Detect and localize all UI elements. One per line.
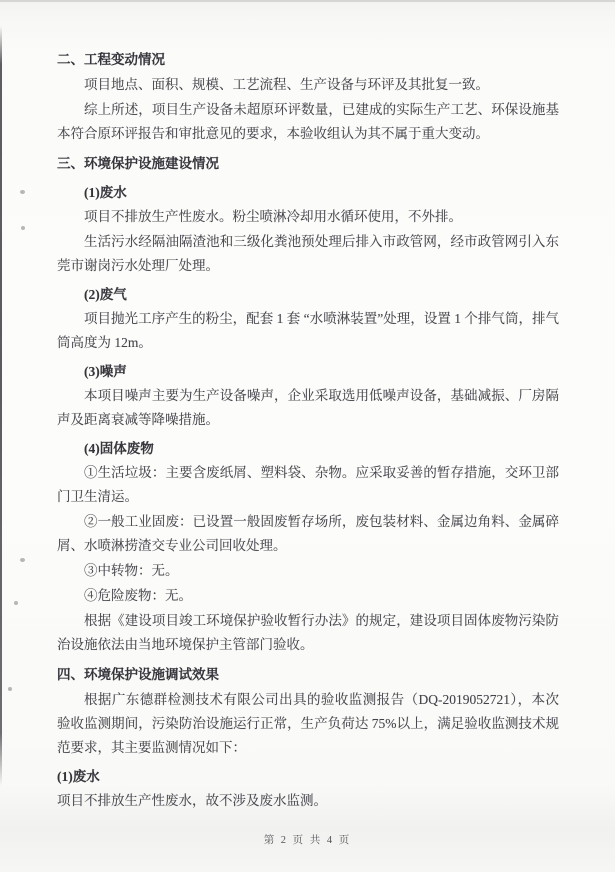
heading-section-4-commissioning-results: 四、环境保护设施调试效果: [57, 667, 219, 682]
page-number-footer: 第 2 页 共 4 页: [263, 835, 352, 846]
subheading-noise: (3)噪声: [84, 364, 127, 379]
para-dust-spray-device: 项目抛光工序产生的粉尘，配套 1 套 “水喷淋装置”处理，设置 1 个排气筒，排气筒高度为 12m。: [57, 311, 559, 350]
subheading-wastewater: (1)废水: [84, 185, 127, 200]
para-no-major-change: 综上所述，项目生产设备未超原环评数量，已建成的实际生产工艺、环保设施基本符合原环评报告和审批意见的要求，本验收组认为其不属于重大变动。: [57, 102, 559, 141]
para-noise-measures: 本项目噪声主要为生产设备噪声，企业采取选用低噪声设备，基础减振、厂房隔声及距离衰减等降噪措施。: [57, 388, 559, 427]
para-solid-waste-regulation: 根据《建设项目竣工环境保护验收暂行办法》的规定，建设项目固体废物污染防治设施依法由当地环境保护主管部门验收。: [57, 613, 559, 652]
subheading-wastewater-monitoring: (1)废水: [57, 769, 100, 784]
para-general-industrial-waste: ②一般工业固废：已设置一般固废暂存场所，废包装材料、金属边角料、金属碎屑、水喷淋捞渣交专业公司回收处理。: [57, 514, 559, 553]
para-project-consistency: 项目地点、面积、规模、工艺流程、生产设备与环评及其批复一致。: [84, 77, 489, 92]
para-no-wastewater-monitoring: 项目不排放生产性废水，故不涉及废水监测。: [57, 793, 327, 808]
para-domestic-garbage: ①生活垃圾：主要含废纸屑、塑料袋、杂物。应采取妥善的暂存措施，交环卫部门卫生清运。: [57, 465, 559, 504]
heading-section-3-facility-construction: 三、环境保护设施建设情况: [57, 156, 219, 171]
para-no-production-wastewater: 项目不排放生产性废水。粉尘喷淋冷却用水循环使用，不外排。: [84, 209, 462, 224]
para-transfer-waste-none: ③中转物：无。: [84, 563, 179, 578]
subheading-waste-gas: (2)废气: [84, 287, 127, 302]
para-domestic-sewage-treatment: 生活污水经隔油隔渣池和三级化粪池预处理后排入市政管网，经市政管网引入东莞市谢岗污水处理厂处理。: [57, 234, 559, 273]
para-hazardous-waste-none: ④危险废物：无。: [84, 588, 192, 603]
subheading-solid-waste: (4)固体废物: [84, 441, 154, 456]
heading-section-2-project-changes: 二、工程变动情况: [57, 52, 165, 67]
para-monitoring-report: 根据广东德群检测技术有限公司出具的验收监测报告（DQ-2019052721），本次验收监测期间，污染防治设施运行正常，生产负荷达 75%以上，满足验收监测技术规范要求，其主要监测情况如下：: [57, 692, 559, 755]
